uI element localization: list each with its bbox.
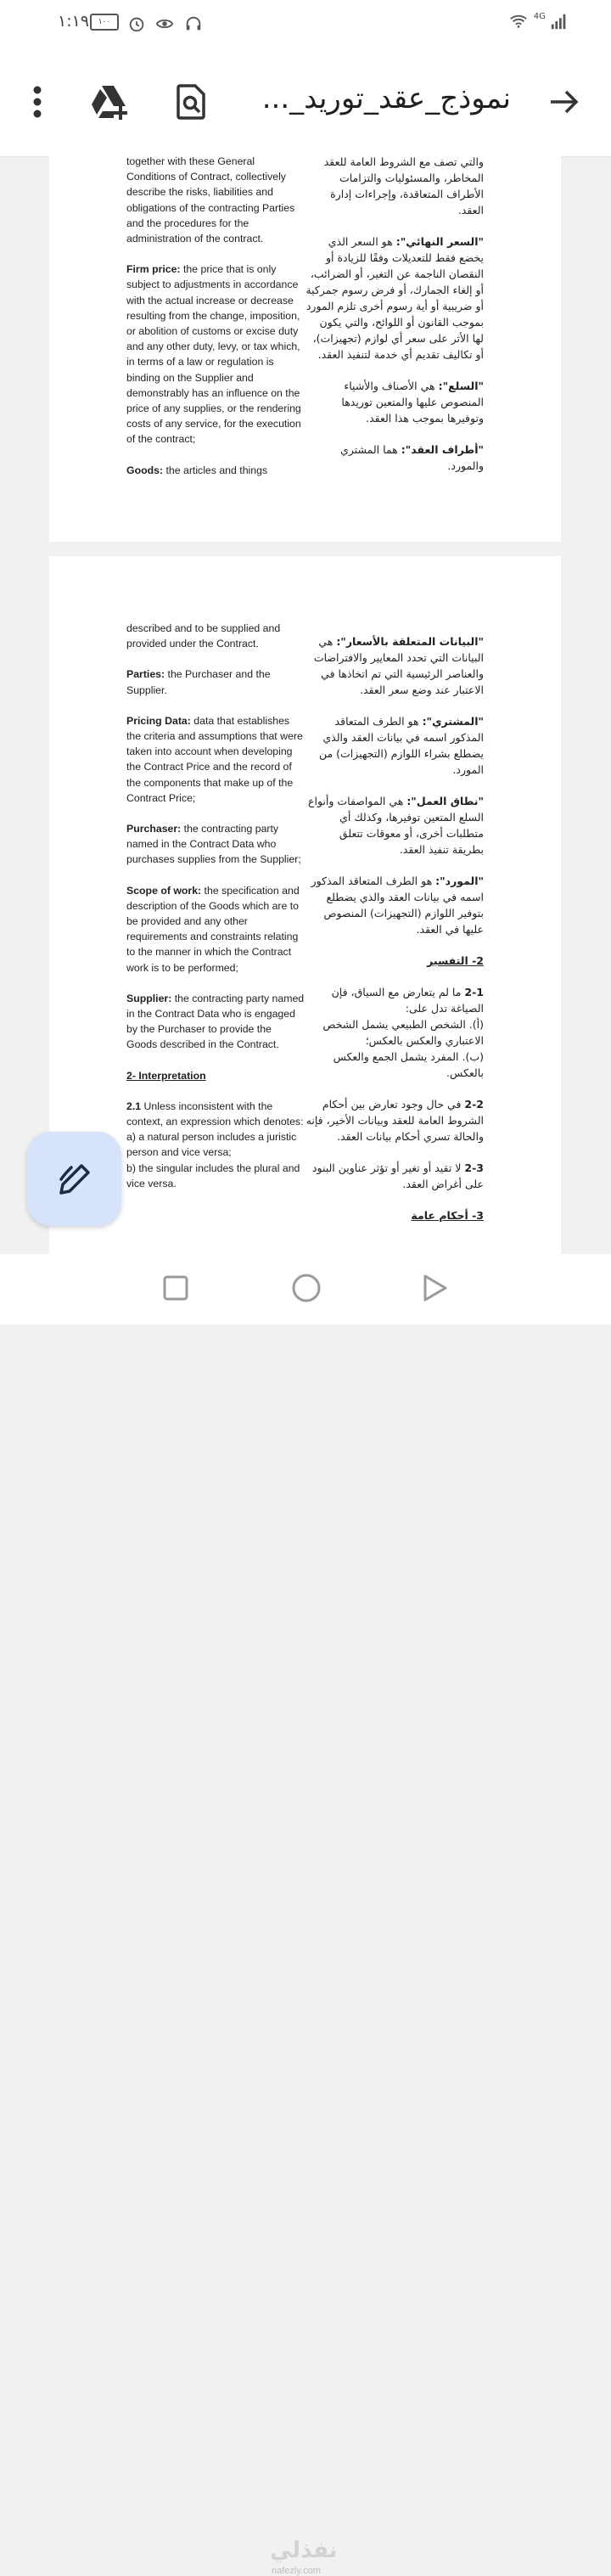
arabic-column [306, 633, 484, 1239]
term: "المشتري": [422, 715, 484, 728]
heading-text: 3- أحكام عامة [411, 1209, 484, 1222]
term: Goods: [126, 464, 164, 476]
status-icons [127, 12, 203, 33]
paragraph: described and to be supplied and provided under the Contract. [126, 622, 281, 650]
definition: the contracting party named in the Contract Data who purchases supplies from the Supplier; [126, 823, 301, 866]
watermark-logo: نفذلي [270, 2538, 338, 2563]
definition: هي المواصفات وأنواع السلع المتعين توفيرها، وكذلك أي متطلبات أخرى، أو معوقات تتعلق بطريقة تنفيذ العقد. [308, 795, 484, 856]
status-time: ١:١٩ [58, 12, 90, 31]
eye-icon [154, 14, 175, 33]
paragraph [306, 633, 484, 698]
paragraph [126, 883, 305, 976]
paragraph [306, 793, 484, 858]
definition: هو السعر الذي يخضع فقط للتعديلات وفقًا للزيادة أو النقصان الناجمة عن التغير، أو الضرائب، أو إلغاء الجمارك، أو فرض رسوم جمركية أو ضريبية أو أية رسوم أخرى تلزم المورد بموجب القانون أو اللوائح، والتي يكون لها الأثر على سعر أي لوازم (تجهيزات)، أو تكاليف تقديم أي خدمة لتنفيذ العقد. [306, 235, 484, 361]
watermark-url: nafezly.com [272, 2566, 321, 2576]
definition: the price that is only subject to adjustments in accordance with the actual increase or decrease resulting from the change, imposition, or abolition of customs or excise duty and any other duty, levy, or tax which, in terms of a law or regulation is binding on the Supplier and demonstrably has an influence on the price of any supplies, or the rendering costs of any service, for the execution of the contract; [126, 263, 301, 446]
arabic-column [306, 154, 484, 489]
term: "السلع": [438, 380, 484, 392]
term: 2-2 [464, 1098, 484, 1111]
list-line: (ب). المفرد يشمل الجمع والعكس بالعكس. [333, 1050, 484, 1079]
list-line: b) the singular includes the plural and vice versa. [126, 1161, 300, 1190]
search-doc-icon [177, 84, 205, 120]
alarm-icon [127, 14, 146, 33]
signal-icons [507, 12, 569, 31]
status-bar [0, 0, 611, 48]
document-page-2 [49, 556, 561, 1254]
paragraph [126, 713, 305, 806]
definition: هما المشتري والمورد. [340, 443, 484, 472]
term: Firm price: [126, 263, 181, 276]
term: "أطراف العقد": [401, 443, 484, 456]
definition: هو الطرف المتعاقد المذكور اسمه في بيانات العقد والذي يضطلع بتوفير اللوازم (التجهيزات) المنصوص عليها في العقد. [311, 875, 484, 936]
definition: data that establishes the criteria and assumptions that were taken into account when developing the Contract Price and the record of the components that make up of the Contract Price; [126, 714, 303, 804]
edit-pen-icon [56, 1161, 93, 1198]
document-title: نموذج_عقد_توريد_... [261, 82, 511, 115]
definition: the Purchaser and the Supplier. [126, 668, 271, 696]
definition: هي الأصناف والأشياء المنصوص عليها والمتعين توريدها وتوفيرها بموجب هذا العقد. [341, 380, 484, 425]
add-to-drive-icon [90, 84, 131, 120]
edit-fab-button[interactable] [27, 1132, 121, 1226]
recents-icon[interactable] [163, 1275, 188, 1301]
section-heading [306, 953, 484, 969]
list-line: a) a natural person includes a juristic person and vice versa; [126, 1131, 297, 1159]
term: 2-1 [464, 986, 484, 998]
wifi-icon [507, 12, 530, 31]
paragraph [126, 262, 305, 447]
term: Parties: [126, 668, 165, 681]
definition: هو الطرف المتعاقد المذكور اسمه في بيانات العقد والذي يضطلع بشراء اللوازم (التجهيزات) من المورد. [318, 715, 484, 776]
term: Pricing Data: [126, 714, 191, 727]
paragraph: والتي تصف مع الشروط العامة للعقد المخاطر، والمسئوليات والتزامات الأطراف المتعاقدة، وإجراءات إدارة العقد. [323, 155, 484, 217]
paragraph [126, 821, 305, 868]
definition: Unless inconsistent with the context, an expression which denotes: [126, 1100, 304, 1128]
paragraph [126, 463, 305, 478]
back-triangle-icon[interactable] [422, 1274, 449, 1302]
english-column [126, 154, 305, 493]
paragraph [306, 873, 484, 937]
paragraph [306, 378, 484, 426]
paragraph [306, 1096, 484, 1145]
paragraph [306, 233, 484, 363]
definition: the specification and description of the Goods which are to be provided and any other requirements and constraints relating to the manner in which the Contract work is to be performed; [126, 884, 300, 974]
section-heading [306, 1207, 484, 1223]
term: "نطاق العمل": [406, 795, 484, 807]
term: 2-3 [464, 1161, 484, 1174]
more-vert-icon [32, 85, 42, 119]
term: Scope of work: [126, 884, 202, 897]
definition: هي البيانات التي تحدد المعايير والافتراضات والعناصر الرئيسية التي تم اتخاذها في الاعتبار عند وضع سعر العقد. [313, 635, 484, 696]
definition: the contracting party named in the Contract Data who is engaged by the Purchaser to provide the Goods described in the Contract. [126, 992, 305, 1051]
network-type: 4G [533, 12, 546, 21]
paragraph [306, 442, 484, 474]
battery-icon: ١٠٠ [90, 14, 119, 31]
paragraph [126, 666, 305, 697]
definition: لا تقيد أو تغير أو تؤثر عناوين البنود على أغراض العقد. [311, 1161, 484, 1190]
term: "البيانات المتعلقة بالأسعار": [336, 635, 484, 648]
document-page-1 [49, 127, 561, 542]
paragraph [126, 1099, 305, 1191]
cell-signal-icon [550, 12, 569, 31]
paragraph [306, 1160, 484, 1192]
term: Purchaser: [126, 823, 182, 835]
heading-text: 2- Interpretation [126, 1069, 206, 1082]
system-nav-bar [0, 1254, 611, 2576]
heading-text: 2- التفسير [427, 954, 484, 967]
english-column [126, 621, 305, 1206]
paragraph [306, 984, 484, 1081]
term: 2.1 [126, 1100, 142, 1112]
paragraph [126, 991, 305, 1053]
definition: ما لم يتعارض مع السياق، فإن الصياغة تدل على: [331, 986, 484, 1015]
home-icon[interactable] [291, 1273, 322, 1303]
paragraph [306, 713, 484, 778]
headset-icon [184, 14, 203, 33]
list-line: (أ). الشخص الطبيعي يشمل الشخص الاعتباري والعكس بالعكس؛ [322, 1018, 484, 1047]
definition: the articles and things [163, 464, 268, 476]
section-heading [126, 1068, 305, 1083]
back-arrow-icon [549, 88, 580, 115]
definition: في حال وجود تعارض بين أحكام الشروط العامة للعقد وبيانات الأخير، فإنه والحالة تسري أحكام بيانات العقد. [306, 1098, 484, 1143]
term: "السعر النهائي": [395, 235, 484, 248]
paragraph: together with these General Conditions of Contract, collectively describe the risks, liabilities and obligations of the contracting Parties and the procedures for the administration of the contract. [126, 155, 295, 245]
term: "المورد": [435, 875, 484, 887]
term: Supplier: [126, 992, 172, 1004]
